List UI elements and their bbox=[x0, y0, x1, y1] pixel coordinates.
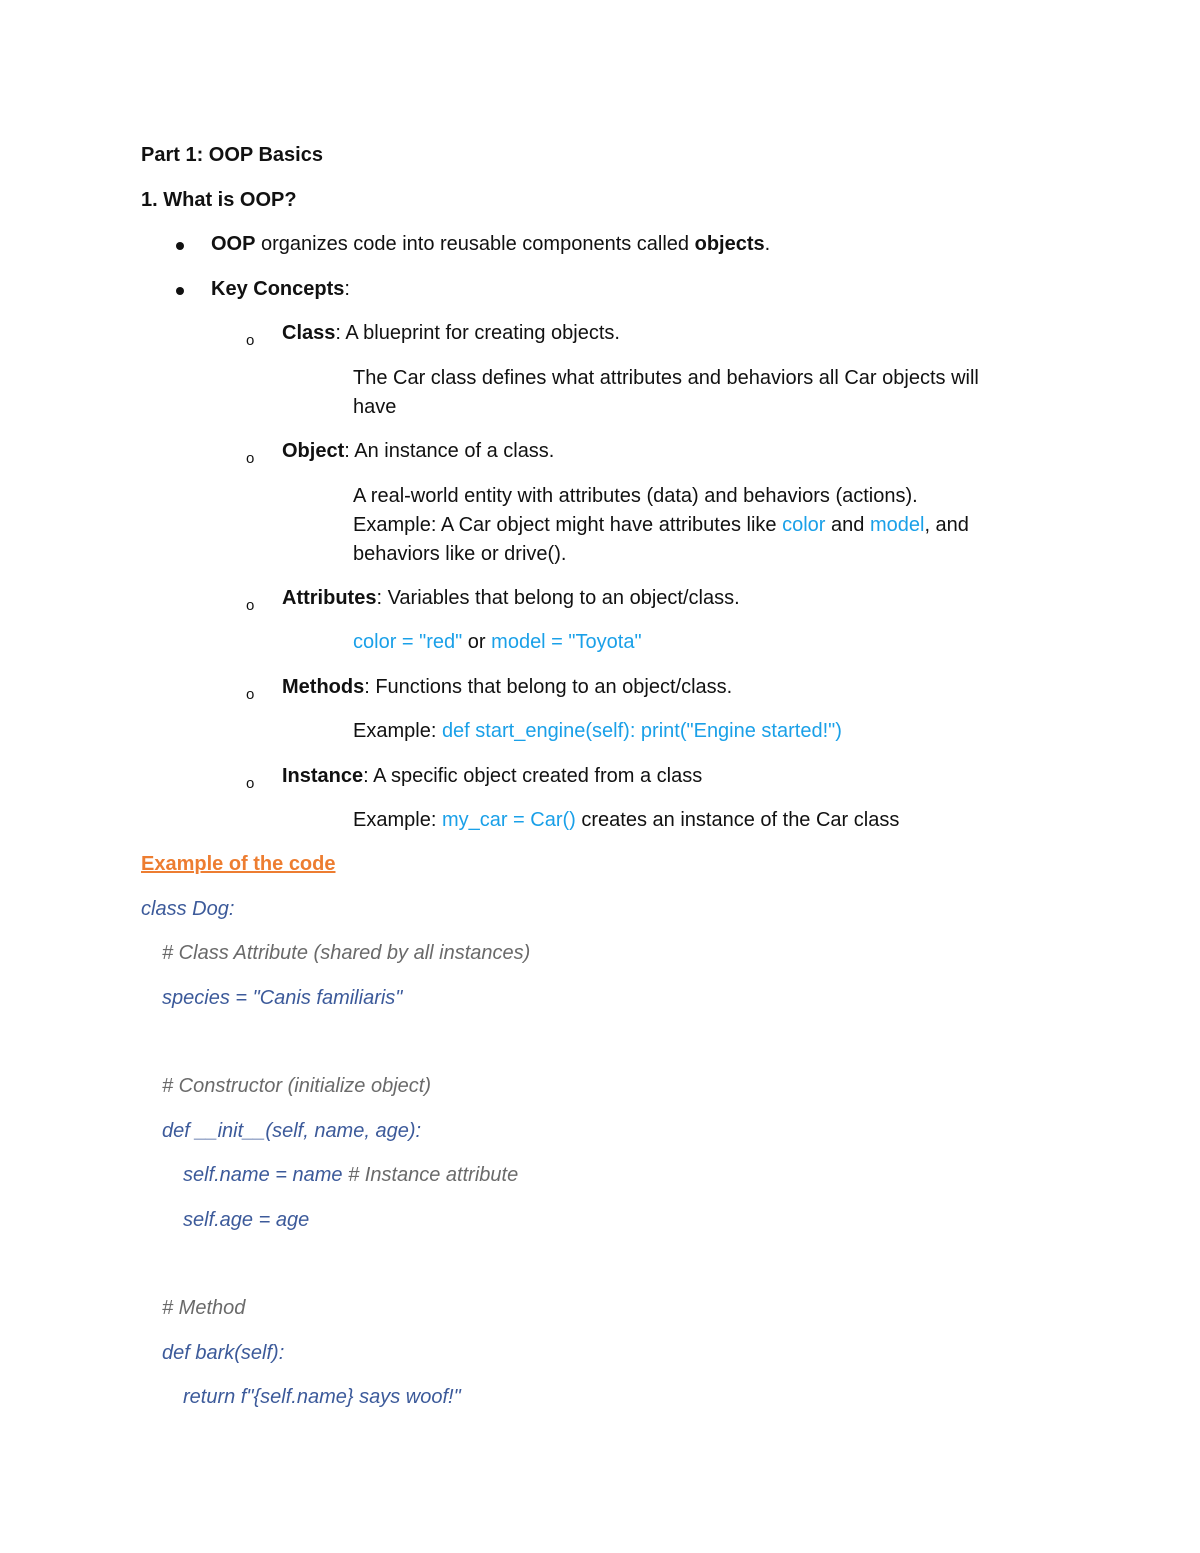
attributes-or: or bbox=[462, 631, 492, 653]
term-attributes: Attributes bbox=[282, 587, 377, 609]
instance-example-rest: creates an instance of the Car class bbox=[575, 809, 900, 831]
circle-bullet-icon: o bbox=[246, 597, 255, 614]
circle-bullet-icon: o bbox=[246, 332, 255, 349]
concept-methods bbox=[282, 673, 732, 702]
instance-example-label: Example: bbox=[353, 809, 442, 831]
code-line-comment-class-attr: # Class Attribute (shared by all instances) bbox=[162, 942, 531, 964]
code-self-name: self.name = name bbox=[183, 1164, 349, 1186]
code-line-init: def __init__(self, name, age): bbox=[162, 1120, 422, 1142]
code-line-self-age: self.age = age bbox=[183, 1209, 310, 1231]
object-detail-end: , and bbox=[924, 514, 969, 536]
oop-end: . bbox=[764, 233, 771, 255]
methods-example bbox=[353, 717, 842, 746]
concept-class bbox=[282, 319, 620, 348]
code-color: color bbox=[782, 514, 826, 536]
circle-bullet-icon: o bbox=[246, 450, 255, 467]
term-class: Class bbox=[282, 322, 336, 344]
code-model-toyota: model = "Toyota" bbox=[491, 631, 642, 653]
section-title: 1. What is OOP? bbox=[141, 189, 297, 211]
concept-attributes bbox=[282, 584, 740, 613]
term-oop: OOP bbox=[211, 233, 256, 255]
instance-example bbox=[353, 806, 899, 835]
term-key-concepts: Key Concepts bbox=[211, 278, 345, 300]
code-line-species: species = "Canis familiaris" bbox=[162, 987, 403, 1009]
object-detail-text: Example: A Car object might have attributes like bbox=[353, 514, 783, 536]
code-color-red: color = "red" bbox=[353, 631, 463, 653]
part-title: Part 1: OOP Basics bbox=[141, 144, 323, 166]
instance-def: : A specific object created from a class bbox=[363, 765, 703, 787]
code-start-engine: def start_engine(self): print("Engine started!") bbox=[441, 720, 842, 742]
code-example-heading: Example of the code bbox=[141, 853, 336, 875]
bullet-dot-icon bbox=[176, 287, 184, 295]
attributes-example bbox=[353, 628, 642, 657]
circle-bullet-icon: o bbox=[246, 686, 255, 703]
object-detail-and: and bbox=[825, 514, 870, 536]
methods-def: : Functions that belong to an object/class. bbox=[364, 676, 733, 698]
concept-object bbox=[282, 437, 554, 466]
oop-text: organizes code into reusable components called bbox=[255, 233, 695, 255]
class-detail-1: The Car class defines what attributes and behaviors all Car objects will bbox=[353, 367, 979, 389]
code-my-car: my_car = Car() bbox=[441, 809, 576, 831]
bullet-dot-icon bbox=[176, 242, 184, 250]
class-def: : A blueprint for creating objects. bbox=[335, 322, 620, 344]
code-line-comment-constructor: # Constructor (initialize object) bbox=[162, 1075, 431, 1097]
term-objects: objects bbox=[694, 233, 765, 255]
term-object: Object bbox=[282, 440, 345, 462]
concept-instance bbox=[282, 762, 702, 791]
class-detail-2: have bbox=[353, 396, 397, 418]
code-line-self-name bbox=[183, 1161, 518, 1190]
methods-example-label: Example: bbox=[353, 720, 442, 742]
circle-bullet-icon: o bbox=[246, 775, 255, 792]
object-detail-3: behaviors like or drive(). bbox=[353, 543, 567, 565]
list-item-key-concepts bbox=[211, 275, 350, 304]
attributes-def: : Variables that belong to an object/class. bbox=[376, 587, 740, 609]
term-instance: Instance bbox=[282, 765, 364, 787]
code-line-class: class Dog: bbox=[141, 898, 235, 920]
object-detail-2 bbox=[353, 511, 969, 540]
list-item-oop bbox=[211, 230, 770, 259]
object-def: : An instance of a class. bbox=[344, 440, 555, 462]
term-methods: Methods bbox=[282, 676, 365, 698]
code-comment-instance-attr: # Instance attribute bbox=[348, 1164, 519, 1186]
code-line-def-bark: def bark(self): bbox=[162, 1342, 285, 1364]
code-model: model bbox=[869, 514, 925, 536]
object-detail-1: A real-world entity with attributes (data) and behaviors (actions). bbox=[353, 485, 918, 507]
key-end: : bbox=[344, 278, 350, 300]
code-line-comment-method: # Method bbox=[162, 1297, 246, 1319]
code-line-return: return f"{self.name} says woof!" bbox=[183, 1386, 461, 1408]
